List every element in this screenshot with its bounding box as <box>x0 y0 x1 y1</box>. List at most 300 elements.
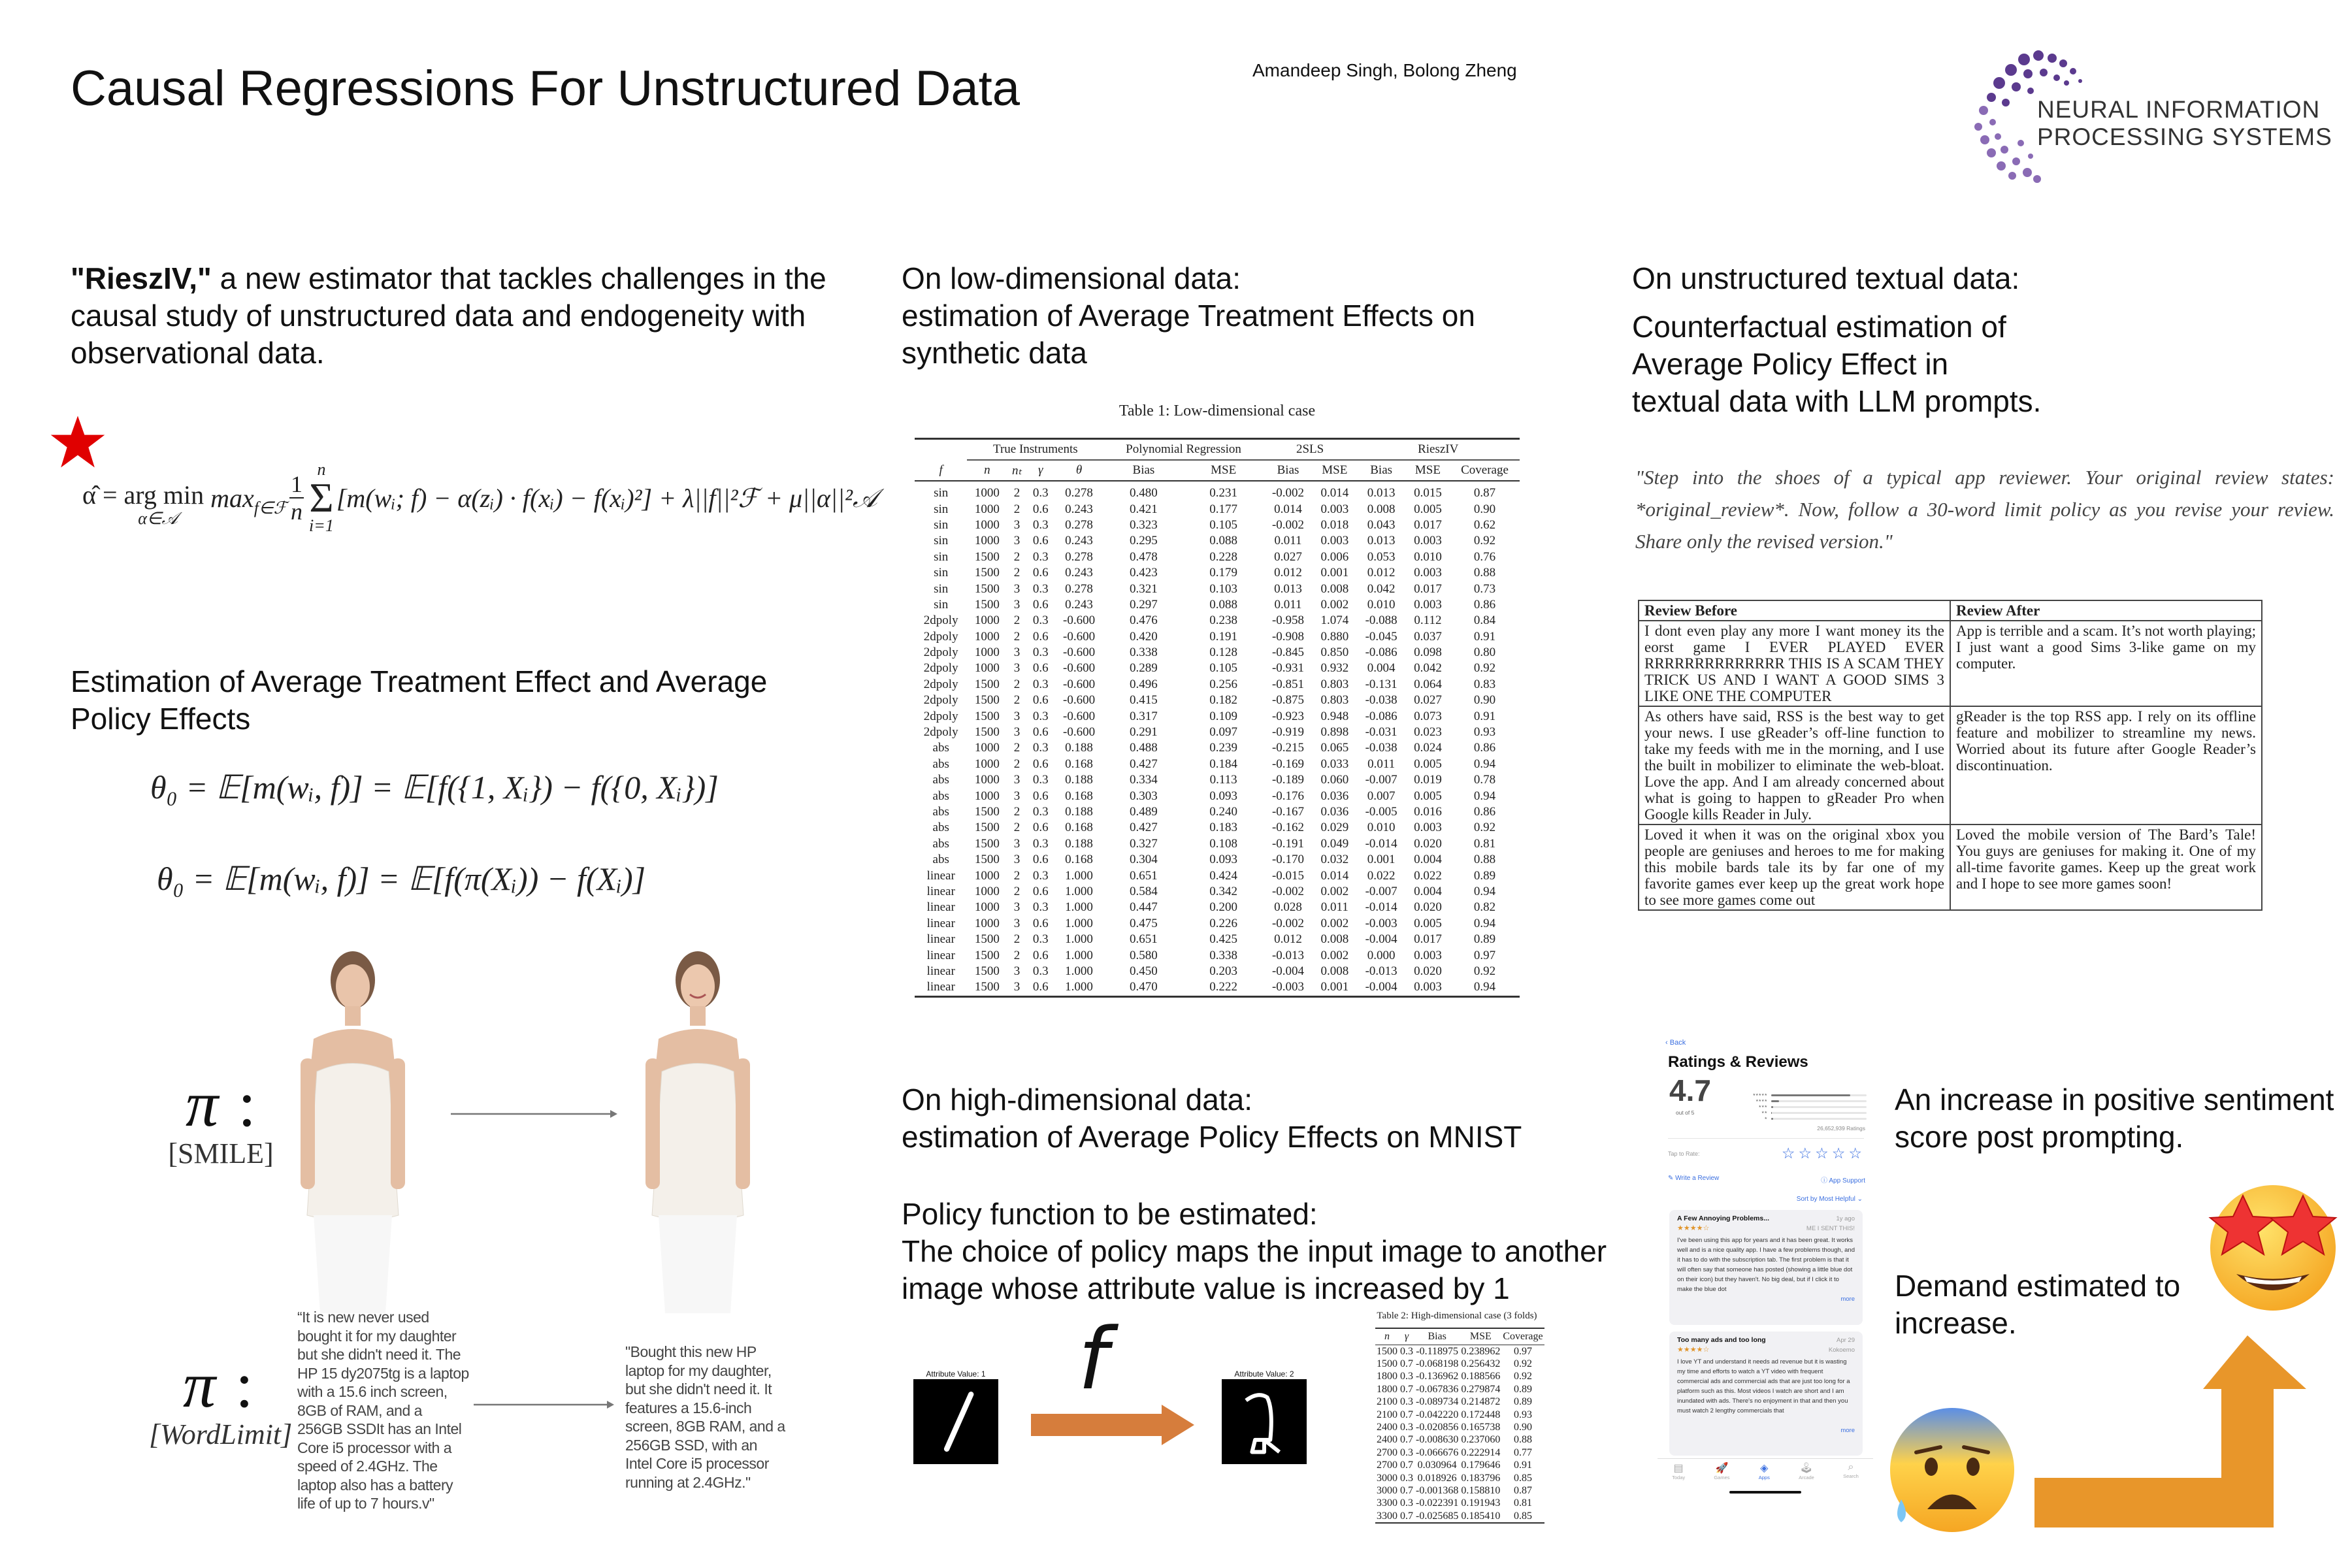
table-cell: 0.6 <box>1032 661 1049 676</box>
table-cell: linear <box>926 948 955 962</box>
table-cell: linear <box>926 964 955 978</box>
table-cell: 2100 <box>1377 1396 1397 1408</box>
table-cell: 0.303 <box>1130 789 1158 803</box>
table-cell: 0.3 <box>1400 1472 1413 1484</box>
table-cell: 1500 <box>974 948 1000 962</box>
table-cell: -0.089734 <box>1416 1396 1459 1408</box>
table-cell: 0.093 <box>1209 789 1238 803</box>
table-cell: 1000 <box>974 757 1000 771</box>
table-row <box>915 740 1520 756</box>
table-cell: linear <box>926 884 955 898</box>
games-icon: 🚀 <box>1715 1463 1729 1474</box>
table-cell: 0.803 <box>1320 693 1349 708</box>
frac-den: n <box>291 498 303 525</box>
table-cell: 1500 <box>974 709 1000 723</box>
rating-bar-fill <box>1771 1112 1772 1114</box>
portrait-original-image <box>287 941 412 1313</box>
table-cell: 0.62 <box>1473 517 1496 532</box>
table-cell: 2 <box>1013 566 1021 580</box>
home-indicator <box>1729 1491 1801 1494</box>
column-header: θ <box>1054 460 1104 481</box>
table-cell: 0.019 <box>1414 773 1442 787</box>
table-cell: 1500 <box>1377 1345 1397 1357</box>
table-cell: abs <box>932 757 949 771</box>
table-cell: 0.028 <box>1274 900 1302 915</box>
table-cell: -0.170 <box>1271 853 1305 867</box>
table-cell: 2dpoly <box>923 613 958 628</box>
table-cell: 0.088 <box>1209 597 1238 612</box>
table-cell: 2 <box>1013 757 1021 771</box>
review-after-cell: App is terrible and a scam. It’s not worth playing; I just want a good Sims 3-like game on my computer. <box>1950 621 2262 706</box>
table-row <box>1375 1371 1544 1383</box>
table-cell: 0.6 <box>1032 980 1049 994</box>
table-cell: -0.189 <box>1271 773 1305 787</box>
table-cell: 0.94 <box>1473 884 1496 898</box>
table-cell: 1500 <box>974 805 1000 819</box>
table-cell: -0.136962 <box>1416 1371 1459 1382</box>
table-row <box>915 836 1520 852</box>
table-cell: 0.037 <box>1414 629 1442 644</box>
table-row <box>1375 1345 1544 1358</box>
review-author: ME I SENT THIS! <box>1806 1225 1855 1232</box>
table-cell: 2 <box>1013 948 1021 962</box>
table-cell: 0.948 <box>1320 709 1349 723</box>
table-cell: 0.002 <box>1320 884 1349 898</box>
table-cell: 0.77 <box>1513 1446 1532 1458</box>
table-cell: linear <box>926 868 955 883</box>
table-cell: 0.012 <box>1274 566 1302 580</box>
table-cell: -0.013 <box>1271 948 1305 962</box>
neurips-logo <box>1965 45 2331 189</box>
rating-bar-row <box>1742 1098 1867 1104</box>
authors: Amandeep Singh, Bolong Zheng <box>1252 60 1517 80</box>
table-cell: 3 <box>1013 725 1021 740</box>
table-cell: -0.086 <box>1365 645 1397 660</box>
rating-bar-track <box>1771 1118 1867 1120</box>
table-cell: 2 <box>1013 486 1021 500</box>
column-header: nₜ <box>1007 460 1027 481</box>
table-cell: 0.97 <box>1473 948 1496 962</box>
review-card[interactable] <box>1669 1331 1863 1456</box>
table-row <box>1375 1460 1544 1472</box>
table-cell: 0.168 <box>1065 853 1093 867</box>
review-comparison-table <box>1638 600 2262 911</box>
table-cell: 0.228 <box>1209 549 1238 564</box>
table-cell: 0.018926 <box>1417 1472 1457 1484</box>
review-date: Apr 29 <box>1837 1337 1855 1344</box>
ape-formula: θ₀ = 𝔼[m(wᵢ, f)] = 𝔼[f(π(Xᵢ)) − f(Xᵢ)] <box>157 860 646 897</box>
table-cell: 1.000 <box>1065 868 1093 883</box>
table-cell: 0.6 <box>1032 566 1049 580</box>
table-cell: 2100 <box>1377 1409 1397 1420</box>
review-after-cell: gReader is the top RSS app. I rely on its offline feature and mobilizer to streamline my news. Worried about its future after Google Reader’s discontinuation. <box>1950 706 2262 825</box>
table-cell: 2700 <box>1377 1446 1397 1458</box>
mnist-output <box>1222 1369 1307 1465</box>
table-cell: 0.3 <box>1032 613 1049 628</box>
table-cell: 0.92 <box>1473 821 1496 835</box>
table-row <box>915 661 1520 676</box>
table-cell: 0.6 <box>1032 693 1049 708</box>
table-cell: 0.424 <box>1209 868 1238 883</box>
table-cell: 0.168 <box>1065 757 1093 771</box>
table-row <box>915 549 1520 565</box>
table-cell: 1500 <box>974 853 1000 867</box>
table-cell: 0.113 <box>1209 773 1237 787</box>
table-cell: 1.000 <box>1065 948 1093 962</box>
riesziv-objective-formula <box>82 460 877 544</box>
table-row <box>915 804 1520 820</box>
table-cell: 0.027 <box>1274 549 1302 564</box>
table-cell: 0.165738 <box>1461 1422 1501 1433</box>
table-cell: 0.004 <box>1414 853 1442 867</box>
table-cell: 0.93 <box>1473 725 1496 740</box>
table-cell: 1500 <box>974 821 1000 835</box>
app-support-label: App Support <box>1829 1177 1865 1184</box>
table-cell: 0.002 <box>1320 948 1349 962</box>
table-cell: 0.001 <box>1320 566 1349 580</box>
table-cell: 0.256 <box>1209 677 1238 691</box>
write-review-label: Write a Review <box>1675 1175 1720 1182</box>
table-cell: 0.470 <box>1130 980 1158 994</box>
table-cell: 1000 <box>974 517 1000 532</box>
table-cell: 0.112 <box>1414 613 1442 628</box>
table-cell: 0.243 <box>1065 502 1093 516</box>
wordlimit-policy <box>149 1348 293 1451</box>
tab-search[interactable] <box>1843 1459 1859 1486</box>
arcade-icon: 🕹 <box>1799 1463 1814 1474</box>
table-cell: -0.600 <box>1063 693 1096 708</box>
table-cell: 2 <box>1013 613 1021 628</box>
table-cell: 0.478 <box>1130 549 1158 564</box>
sum-top: n <box>317 460 326 479</box>
table-cell: 0.6 <box>1032 597 1049 612</box>
table-cell: 0.92 <box>1473 661 1496 676</box>
chevron-down-icon: ⌄ <box>1857 1196 1863 1203</box>
table-cell: 0.237060 <box>1461 1434 1501 1446</box>
table-cell: -0.004 <box>1271 964 1305 978</box>
table-row <box>915 947 1520 963</box>
ate-formula: θ₀ = 𝔼[m(wᵢ, f)] = 𝔼[f({1, Xᵢ}) − f({0, Xᵢ})] <box>150 769 719 806</box>
table-cell: 3 <box>1013 534 1021 548</box>
review-row <box>1639 706 2262 825</box>
table-cell: 0.011 <box>1367 757 1396 771</box>
table-cell: 0.188 <box>1065 773 1093 787</box>
table-cell: -0.958 <box>1271 613 1305 628</box>
table-cell: 0.278 <box>1065 486 1093 500</box>
app-support-button[interactable] <box>1821 1175 1865 1184</box>
rating-value: 4.7 <box>1669 1073 1711 1107</box>
table-cell: 0.3 <box>1400 1422 1413 1433</box>
table-cell: 1000 <box>974 613 1000 628</box>
table-cell: 0.053 <box>1367 549 1396 564</box>
table-cell: 1500 <box>1377 1358 1397 1370</box>
table-cell: 0.334 <box>1130 773 1158 787</box>
intro-rest: a new estimator that tackles challenges in the causal study of unstructured data and endogeneity with observational data. <box>71 261 826 370</box>
table-cell: 0.489 <box>1130 805 1158 819</box>
review-row <box>1639 825 2262 910</box>
column-header: γ <box>1027 460 1054 481</box>
table-cell: 0.172448 <box>1461 1409 1501 1420</box>
rate-stars[interactable]: ☆☆☆☆☆ <box>1781 1145 1865 1162</box>
tab-label: Search <box>1843 1473 1859 1479</box>
table-cell: 0.188566 <box>1461 1371 1501 1382</box>
rating-bar-row <box>1742 1092 1867 1098</box>
table-cell: 1000 <box>974 884 1000 898</box>
table-cell: 0.3 <box>1032 486 1049 500</box>
table-cell: 0.76 <box>1473 549 1496 564</box>
table-cell: 0.323 <box>1130 517 1158 532</box>
table-cell: 0.184 <box>1209 757 1238 771</box>
table-cell: 2700 <box>1377 1460 1397 1471</box>
table-cell: -0.002 <box>1271 517 1305 532</box>
write-review-button[interactable] <box>1668 1175 1719 1182</box>
table-cell: 1500 <box>974 597 1000 612</box>
table-cell: -0.004 <box>1365 980 1397 994</box>
table-cell: -0.600 <box>1063 661 1096 676</box>
table-cell: 1800 <box>1377 1383 1397 1395</box>
table-cell: 2 <box>1013 821 1021 835</box>
more-link[interactable]: more <box>1840 1296 1855 1303</box>
review-card[interactable] <box>1669 1210 1863 1325</box>
table-row <box>915 501 1520 517</box>
table-cell: 0.243 <box>1065 566 1093 580</box>
column-header: f <box>915 460 967 481</box>
table-cell: 0.73 <box>1473 581 1496 596</box>
table-cell: 0.423 <box>1130 566 1158 580</box>
table-cell: 0.90 <box>1473 502 1496 516</box>
table-cell: 0.010 <box>1367 597 1396 612</box>
table-cell: 0.060 <box>1320 773 1349 787</box>
table-cell: 1.000 <box>1065 900 1093 915</box>
table-cell: 0.88 <box>1473 853 1496 867</box>
review-before-cell: Loved it when it was on the original xbox you people are geniuses and heroes to me for making this mobile bards tale its by far one of my favorite games ever keep up the great work hope to see more games come out <box>1639 825 1950 910</box>
table-cell: 0.91 <box>1473 709 1496 723</box>
table-cell: 0.013 <box>1367 486 1396 500</box>
table-cell: 0.016 <box>1414 805 1442 819</box>
table-row <box>915 757 1520 772</box>
rating-bar-fill <box>1771 1094 1850 1096</box>
table-cell: 1.000 <box>1065 980 1093 994</box>
table-cell: -0.014 <box>1365 836 1397 851</box>
column-header: Coverage <box>1450 460 1520 481</box>
group-header: True Instruments <box>967 439 1103 461</box>
table-cell: 0.6 <box>1032 853 1049 867</box>
table-cell: 0.3 <box>1400 1446 1413 1458</box>
mnist-input <box>913 1369 998 1465</box>
table-cell: 0.098 <box>1414 645 1442 660</box>
table-cell: 2 <box>1013 549 1021 564</box>
frac-num: 1 <box>291 471 303 497</box>
llm-prompt: "Step into the shoes of a typical app reviewer. Your original review states: *original_review*. Now, follow a 30-word limit policy as you revise your review. Share only the revised version." <box>1635 466 2334 553</box>
table-cell: 0.90 <box>1513 1422 1532 1433</box>
table-cell: 0.580 <box>1130 948 1158 962</box>
table-cell: 0.010 <box>1414 549 1442 564</box>
compose-icon: ✎ <box>1668 1175 1674 1182</box>
table-cell: 1800 <box>1377 1371 1397 1382</box>
more-link[interactable]: more <box>1840 1427 1855 1434</box>
review-before-header: Review Before <box>1639 600 1950 621</box>
table-cell: 0.017 <box>1414 932 1442 947</box>
table-cell: 0.7 <box>1400 1460 1413 1471</box>
digit-one-image <box>913 1379 998 1465</box>
table-row <box>1375 1383 1544 1396</box>
tab-label: Apps <box>1758 1475 1770 1480</box>
table-cell: 0.179646 <box>1461 1460 1501 1471</box>
table-cell: -0.067836 <box>1416 1383 1459 1395</box>
table-cell: 0.86 <box>1473 805 1496 819</box>
table-cell: 2 <box>1013 868 1021 883</box>
tab-label: Today <box>1672 1475 1686 1480</box>
max-subscript: f∈ℱ <box>253 498 287 517</box>
table-cell: sin <box>934 502 949 516</box>
table-cell: 0.002 <box>1320 916 1349 930</box>
table-cell: 1500 <box>974 932 1000 947</box>
table-cell: 0.182 <box>1209 693 1238 708</box>
formula-max: max <box>210 483 254 513</box>
arrow-right-icon <box>451 1107 617 1120</box>
review-title: Too many ads and too long <box>1677 1336 1766 1344</box>
table-row <box>915 517 1520 533</box>
table-cell: 2 <box>1013 805 1021 819</box>
table-cell: 0.3 <box>1400 1345 1413 1357</box>
table-cell: 3 <box>1013 789 1021 803</box>
table-cell: 0.103 <box>1209 581 1238 596</box>
table-cell: 0.84 <box>1473 613 1496 628</box>
table-cell: 0.003 <box>1414 597 1442 612</box>
table-cell: 0.92 <box>1473 534 1496 548</box>
table-row <box>915 820 1520 836</box>
ratings-count: 26,652,939 Ratings <box>1817 1125 1865 1132</box>
table-cell: 0.7 <box>1400 1383 1413 1395</box>
ratings-title: Ratings & Reviews <box>1668 1053 1808 1071</box>
table-cell: -0.600 <box>1063 645 1096 660</box>
table-cell: 1000 <box>974 486 1000 500</box>
table-cell: 0.012 <box>1367 566 1396 580</box>
table-cell: 0.297 <box>1130 597 1158 612</box>
review-stars-icon: ★★★★☆ <box>1677 1346 1710 1354</box>
table-row <box>915 645 1520 661</box>
tab-arcade[interactable] <box>1799 1459 1814 1486</box>
table-cell: -0.003 <box>1365 916 1397 930</box>
table-cell: 1000 <box>974 868 1000 883</box>
group-header: Polynomial Regression <box>1103 439 1263 461</box>
table-cell: 0.3 <box>1032 773 1049 787</box>
logo-line-2: PROCESSING SYSTEMS <box>2037 123 2332 150</box>
review-stars-icon: ★★★★☆ <box>1677 1224 1710 1232</box>
table-cell: -0.931 <box>1271 661 1305 676</box>
column-header: Coverage <box>1501 1328 1544 1345</box>
tab-today[interactable] <box>1672 1459 1685 1486</box>
table-cell: -0.025685 <box>1416 1510 1459 1522</box>
table-cell: 1500 <box>974 677 1000 691</box>
anxious-face-emoji-icon <box>1887 1401 2017 1539</box>
table-cell: 0.001 <box>1320 980 1349 994</box>
table-cell: 0.013 <box>1274 581 1302 596</box>
smile-policy <box>155 1068 286 1170</box>
table-cell: 0.7 <box>1400 1510 1413 1522</box>
back-button[interactable]: ‹ Back <box>1665 1039 1686 1047</box>
table-cell: -0.066676 <box>1416 1446 1459 1458</box>
table-cell: -0.038 <box>1365 693 1397 708</box>
table-cell: 0.6 <box>1032 725 1049 740</box>
table-cell: abs <box>932 836 949 851</box>
table-cell: 0.014 <box>1320 486 1349 500</box>
table-cell: 0.7 <box>1400 1358 1413 1370</box>
table-cell: 0.3 <box>1032 581 1049 596</box>
table-cell: 3 <box>1013 709 1021 723</box>
table-row <box>915 693 1520 708</box>
today-icon: ▤ <box>1673 1463 1684 1474</box>
table-cell: -0.845 <box>1271 645 1305 660</box>
table-cell: 0.238962 <box>1461 1345 1501 1357</box>
attribute-label: Attribute Value: 1 <box>926 1369 986 1379</box>
pi-symbol: π <box>183 1348 216 1421</box>
colon: : <box>235 1348 253 1421</box>
table-cell: -0.020856 <box>1416 1422 1459 1433</box>
arrow-right-icon <box>474 1398 614 1411</box>
table-cell: abs <box>932 789 949 803</box>
table-cell: 0.008 <box>1320 932 1349 947</box>
table-cell: 0.92 <box>1513 1358 1532 1370</box>
table-cell: 3 <box>1013 964 1021 978</box>
table-row <box>1375 1446 1544 1459</box>
table-cell: 2 <box>1013 741 1021 755</box>
column-header: n <box>1375 1328 1399 1345</box>
table-cell: 0.049 <box>1320 836 1349 851</box>
table-cell: 0.005 <box>1414 789 1442 803</box>
table-cell: 0.7 <box>1400 1409 1413 1420</box>
argmin-subscript: α∈𝒜 <box>138 509 178 528</box>
table-cell: 1000 <box>974 773 1000 787</box>
table-cell: -0.875 <box>1271 693 1305 708</box>
table-cell: 0.427 <box>1130 821 1158 835</box>
search-icon: ⌕ <box>1848 1462 1854 1473</box>
sort-label: Sort by Most Helpful <box>1796 1196 1855 1203</box>
table-cell: 0.3 <box>1032 932 1049 947</box>
table-cell: 0.86 <box>1473 597 1496 612</box>
tab-apps[interactable] <box>1759 1459 1770 1486</box>
tab-games[interactable] <box>1714 1459 1729 1486</box>
table-cell: sin <box>934 566 949 580</box>
table-cell: 0.015 <box>1414 486 1442 500</box>
table-cell: 0.88 <box>1513 1434 1532 1446</box>
table-cell: 3300 <box>1377 1510 1397 1522</box>
rating-distribution <box>1742 1092 1867 1122</box>
rating-bar-row <box>1742 1104 1867 1110</box>
table-cell: 0.289 <box>1130 661 1158 676</box>
table-cell: 0.014 <box>1320 868 1349 883</box>
table-cell: abs <box>932 773 949 787</box>
rating-bar-track <box>1771 1094 1867 1096</box>
table-cell: 0.007 <box>1367 789 1396 803</box>
table-cell: 0.6 <box>1032 757 1049 771</box>
low-dim-results-table <box>915 438 1520 998</box>
table-cell: 3 <box>1013 980 1021 994</box>
table-cell: -0.013 <box>1365 964 1397 978</box>
table-cell: 0.421 <box>1130 502 1158 516</box>
table-cell: 0.85 <box>1513 1510 1532 1522</box>
table-cell: 1500 <box>974 581 1000 596</box>
tab-bar <box>1658 1458 1873 1486</box>
column-header: MSE <box>1460 1328 1501 1345</box>
review-title: A Few Annoying Problems... <box>1677 1215 1769 1222</box>
sort-dropdown[interactable] <box>1797 1196 1863 1203</box>
table-cell: 0.3 <box>1032 836 1049 851</box>
table-cell: abs <box>932 805 949 819</box>
table-row <box>915 964 1520 979</box>
table-cell: -0.068198 <box>1416 1358 1459 1370</box>
table-cell: 0.83 <box>1473 677 1496 691</box>
